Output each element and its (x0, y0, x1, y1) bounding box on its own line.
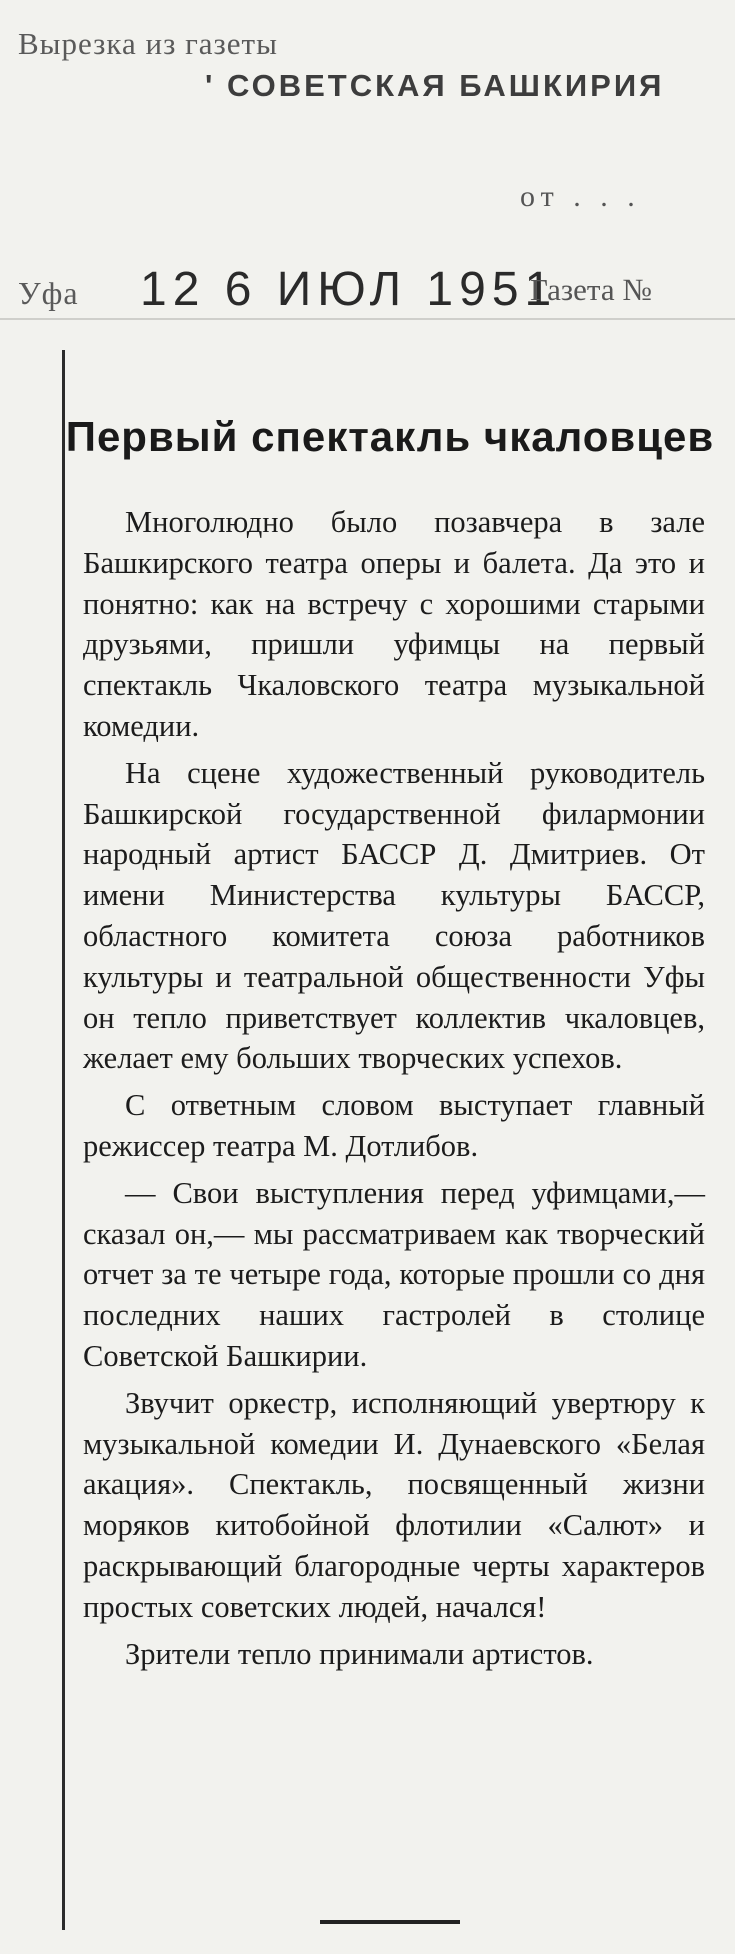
article-paragraph: Зрители тепло принимали артистов. (125, 1636, 594, 1671)
article-paragraph: Многолюдно было позавчера в зале Башкирского театра оперы и балета. Да это и понятно: как на встречу с хорошими старыми друзьями, пришли уфимцы на первый спектакль Чкаловского театра музыкальной комедии. (83, 505, 705, 743)
article-paragraph: На сцене художественный руководитель Башкирской государственной филармонии народный артист БАССР Д. Дмитриев. От имени Министерства культуры БАССР, областного комитета союза работников культуры и театральной общественности Уфы он тепло приветствует коллектив чкаловцев, желает ему больших творческих успехов. (83, 755, 705, 1076)
article-end-rule (320, 1920, 460, 1924)
article-headline: Первый спектакль чкаловцев (65, 413, 715, 460)
from-date-label: от . . . (520, 180, 641, 213)
header-divider (0, 318, 735, 320)
city-label: Уфа (18, 275, 79, 311)
clipping-label: Вырезка из газеты (18, 26, 278, 61)
article-body (83, 502, 705, 1674)
article-paragraph: Звучит оркестр, исполняющий увертюру к музыкальной комедии И. Дунаевского «Белая акация». Спектакль, посвященный жизни моряков китобойной флотилии «Салют» и раскрывающий благородные черты характеров простых советских людей, начался! (83, 1385, 705, 1624)
issue-number-label: Газета № (530, 272, 652, 307)
article-paragraph: — Свои выступления перед уфимцами,— сказал он,— мы рассматриваем как творческий отчет за те четыре года, которые прошли со дня последних наших гастролей в столице Советской Башкирии. (83, 1175, 705, 1373)
article-column (62, 350, 715, 1930)
date-stamp: 12 6 ИЮЛ 1951 (140, 263, 558, 316)
article-paragraph: С ответным словом выступает главный режиссер театра М. Дотлибов. (83, 1088, 705, 1163)
newspaper-name: ' СОВЕТСКАЯ БАШКИРИЯ (205, 68, 665, 103)
